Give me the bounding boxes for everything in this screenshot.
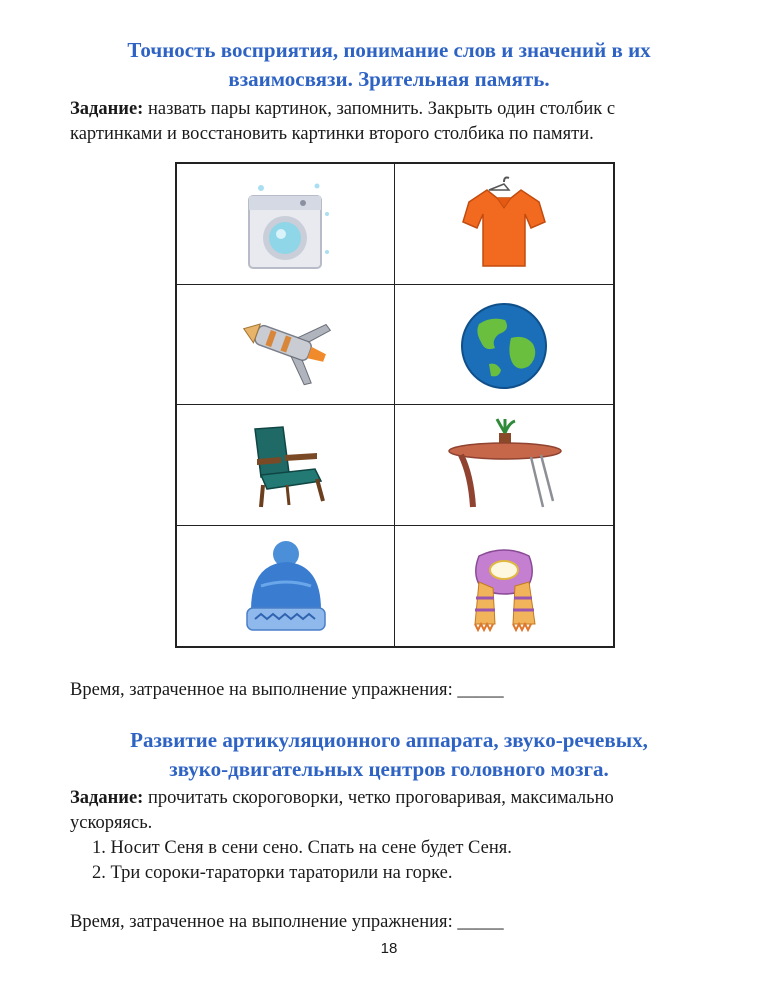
section1-time-line: Время, затраченное на выполнение упражнения: _____ bbox=[70, 680, 504, 700]
picture-pairs-table bbox=[175, 162, 615, 648]
washing-machine-icon bbox=[231, 174, 341, 274]
table-cell-left-3 bbox=[177, 405, 395, 526]
table-cell-left-1 bbox=[177, 164, 395, 285]
scarf-icon bbox=[449, 536, 559, 636]
table-icon bbox=[439, 415, 569, 515]
section1-task-text-line2: картинками и восстановить картинки второго столбика по памяти. bbox=[70, 124, 594, 144]
section1-task-label: Задание: bbox=[70, 99, 144, 119]
section1-task-text-line1: назвать пары картинок, запомнить. Закрыть один столбик с bbox=[143, 99, 616, 119]
table-cell-left-2 bbox=[177, 285, 395, 406]
section1-title bbox=[0, 36, 778, 94]
section2-task-text-line2: ускоряясь. bbox=[70, 813, 153, 833]
section1-title-line2: взаимосвязи. Зрительная память. bbox=[228, 67, 550, 91]
knit-hat-icon bbox=[231, 536, 341, 636]
list-item: 2. Три сороки-тараторки тараторили на горке. bbox=[92, 863, 453, 883]
section2-title bbox=[0, 726, 778, 784]
section1-title-line1: Точность восприятия, понимание слов и значений в их bbox=[127, 38, 651, 62]
list-item: 1. Носит Сеня в сени сено. Спать на сене будет Сеня. bbox=[92, 838, 512, 858]
table-cell-left-4 bbox=[177, 526, 395, 647]
section2-task-text-line1: прочитать скороговорки, четко проговаривая, максимально bbox=[143, 788, 614, 808]
section2-time-line: Время, затраченное на выполнение упражнения: _____ bbox=[70, 912, 504, 932]
table-cell-right-2 bbox=[395, 285, 613, 406]
table-cell-right-1 bbox=[395, 164, 613, 285]
section1-task bbox=[70, 97, 710, 147]
tongue-twister-list bbox=[92, 836, 512, 886]
table-cell-right-3 bbox=[395, 405, 613, 526]
section2-title-line1: Развитие артикуляционного аппарата, звуко-речевых, bbox=[130, 728, 648, 752]
globe-icon bbox=[449, 294, 559, 394]
section2-task bbox=[70, 786, 710, 836]
spaceship-icon bbox=[231, 294, 341, 394]
section2-task-label: Задание: bbox=[70, 788, 144, 808]
armchair-icon bbox=[231, 415, 341, 515]
table-cell-right-4 bbox=[395, 526, 613, 647]
section2-title-line2: звуко-двигательных центров головного мозга. bbox=[169, 757, 609, 781]
shirt-icon bbox=[449, 174, 559, 274]
page-number: 18 bbox=[380, 940, 398, 957]
